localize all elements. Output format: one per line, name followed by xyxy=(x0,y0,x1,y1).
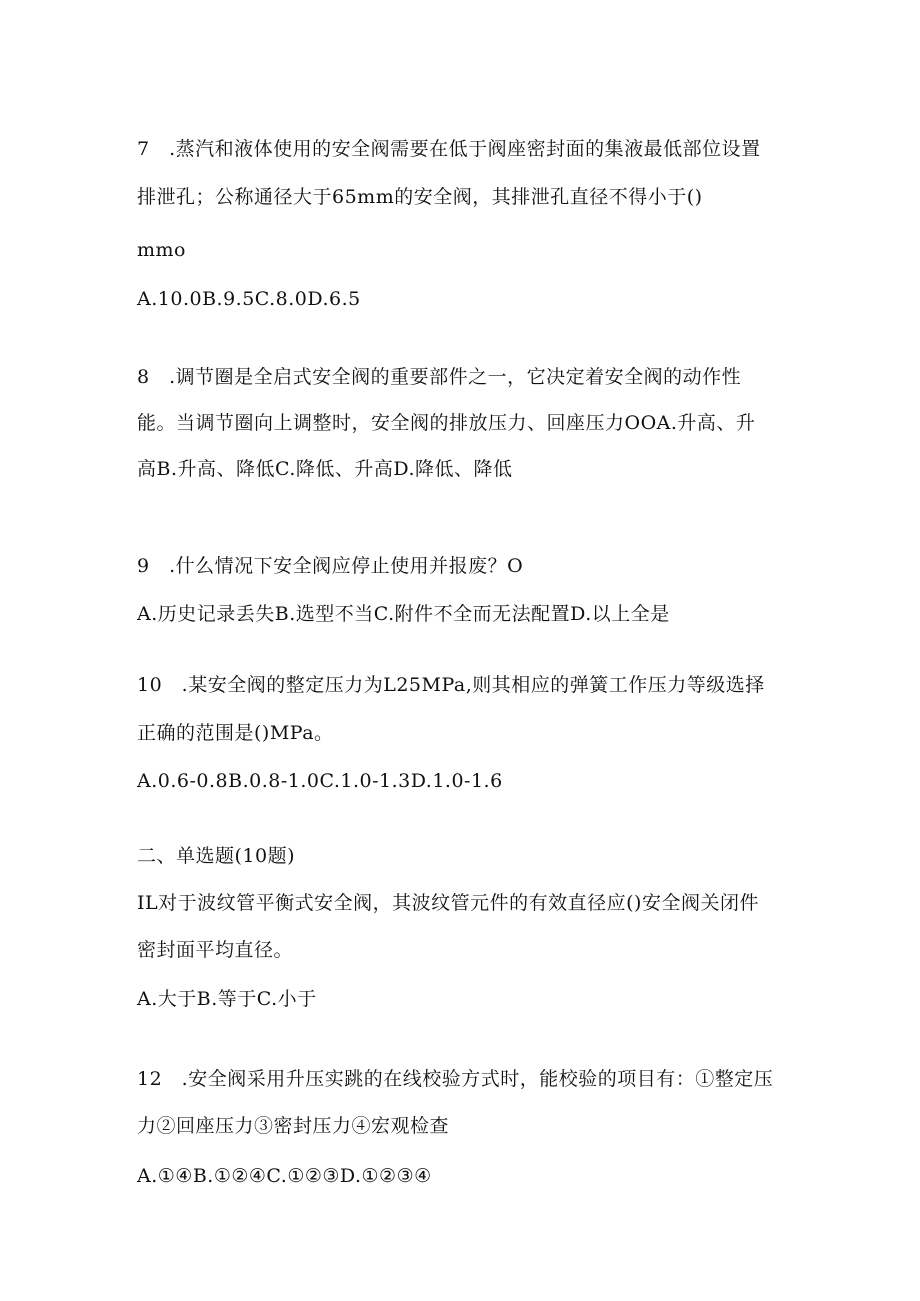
question-8-line-2: 能。当调节圈向上调整时，安全阀的排放压力、回座压力OOA.升高、升 xyxy=(137,412,756,434)
question-7-options: A.10.0B.9.5C.8.0D.6.5 xyxy=(137,288,361,310)
question-7-line-3: mmo xyxy=(137,239,186,261)
question-10-line-2: 正确的范围是()MPa。 xyxy=(137,722,334,744)
question-7-line-2: 排泄孔；公称通径大于65mm的安全阀，其排泄孔直径不得小于() xyxy=(137,186,703,208)
question-11-options: A.大于B.等于C.小于 xyxy=(137,988,317,1010)
question-8-line-3: 高B.升高、降低C.降低、升高D.降低、降低 xyxy=(137,458,513,480)
question-9-options: A.历史记录丢失B.选型不当C.附件不全而无法配置D.以上全是 xyxy=(137,603,670,625)
question-12-options: A.①④B.①②④C.①②③D.①②③④ xyxy=(137,1165,432,1187)
question-7-line-1: 7 .蒸汽和液体使用的安全阀需要在低于阀座密封面的集液最低部位设置 xyxy=(137,138,761,160)
question-12-line-2: 力②回座压力③密封压力④宏观检查 xyxy=(137,1115,450,1137)
question-11-line-2: 密封面平均直径。 xyxy=(137,939,294,961)
question-11-line-1: IL对于波纹管平衡式安全阀，其波纹管元件的有效直径应()安全阀关闭件 xyxy=(137,892,759,914)
question-8-line-1: 8 .调节圈是全启式安全阀的重要部件之一，它决定着安全阀的动作性 xyxy=(137,366,742,388)
question-10-line-1: 10 .某安全阀的整定压力为L25MPa,则其相应的弹簧工作压力等级选择 xyxy=(137,674,765,696)
question-9-line-1: 9 .什么情况下安全阀应停止使用并报废？O xyxy=(137,555,524,577)
section-heading: 二、单选题(10题) xyxy=(137,845,296,867)
question-12-line-1: 12 .安全阀采用升压实跳的在线校验方式时，能校验的项目有：①整定压 xyxy=(137,1068,774,1090)
question-10-options: A.0.6-0.8B.0.8-1.0C.1.0-1.3D.1.0-1.6 xyxy=(137,770,503,792)
